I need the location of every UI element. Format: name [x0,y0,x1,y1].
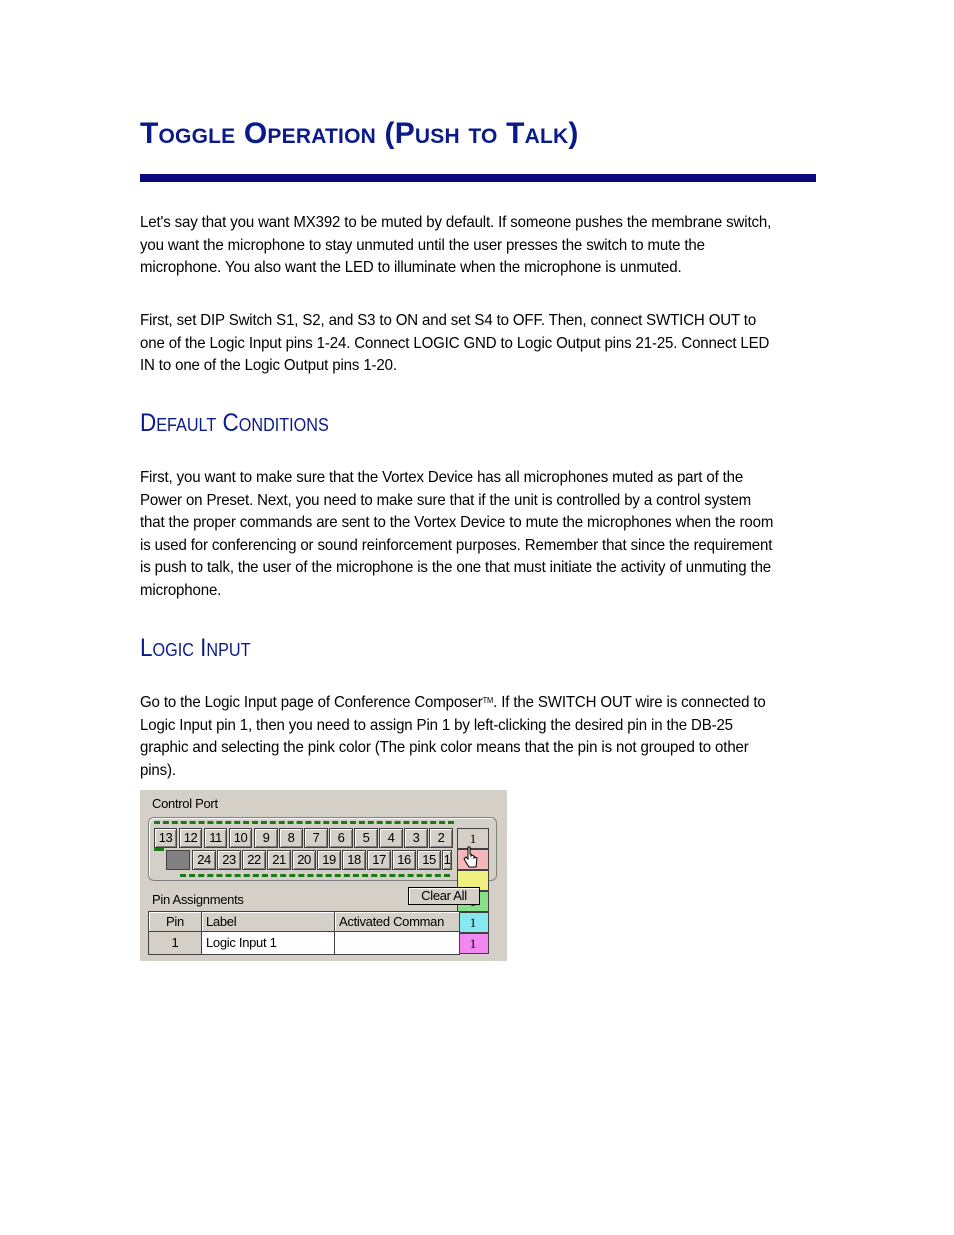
dashed-line-mid [154,848,164,851]
heading-default-conditions: Default Conditions [140,409,329,437]
pin-20[interactable]: 20 [292,850,316,870]
pin-18[interactable]: 18 [342,850,366,870]
column-header-label[interactable]: Label [201,911,337,932]
pin-11[interactable]: 11 [204,828,227,848]
dashed-line-top [154,821,454,824]
pin-6[interactable]: 6 [329,828,353,848]
pin-3[interactable]: 3 [404,828,428,848]
table-cell-label[interactable]: Logic Input 1 [201,931,337,955]
pin-10[interactable]: 10 [229,828,252,848]
table-cell-command[interactable] [334,931,460,955]
control-port-label: Control Port [152,796,218,811]
pin-9[interactable]: 9 [254,828,278,848]
default-conditions-paragraph: First, you want to make sure that the Vortex Device has all microphones muted as part of the Power on Preset. Next, you need to make sure that if the unit is controlled by a control system that the proper commands are sent to the Vortex Device to mute the microphones when the room is used for conferencing or sound reinforcement purposes. Remember that since the requirement is push to talk, the user of the microphone is the one that must initiate the activity of unmuting the microphone. [140,469,774,599]
pin-15[interactable]: 15 [417,850,441,870]
pin-1[interactable]: 1 [442,850,452,870]
control-port-screenshot [140,790,507,961]
pin-assignments-label: Pin Assignments [152,892,244,907]
clear-all-button[interactable]: Clear All [408,887,480,905]
pin-4[interactable]: 4 [379,828,403,848]
page-title: Toggle Operation (Push to Talk) [140,117,579,150]
pin-23[interactable]: 23 [217,850,241,870]
column-header-command[interactable]: Activated Comman [334,911,460,932]
color-swatch[interactable]: 1 [457,912,489,933]
pin-8[interactable]: 8 [279,828,303,848]
pin-5[interactable]: 5 [354,828,378,848]
table-cell-pin[interactable]: 1 [148,931,202,955]
color-swatch[interactable]: 1 [457,828,489,849]
intro-paragraph-2: First, set DIP Switch S1, S2, and S3 to ON and set S4 to OFF. Then, connect SWTICH OUT to one of the Logic Input pins 1-24. Connect LOGIC GND to Logic Output pins 21-25. Connect LED IN to one of the Logic Output pins 1-20. [140,312,770,375]
pin-19[interactable]: 19 [317,850,341,870]
pin-24[interactable]: 24 [192,850,216,870]
pin-12[interactable]: 12 [179,828,202,848]
color-swatch[interactable]: 1 [457,933,489,954]
intro-paragraph-1: Let's say that you want MX392 to be muted by default. If someone pushes the membrane switch, you want the microphone to stay unmuted until the user presses the switch to mute the microphone. You also want the LED to illuminate when the microphone is unmuted. [140,214,772,277]
dashed-line-bottom [180,874,450,877]
hand-cursor-icon [463,846,479,870]
title-rule [140,174,816,182]
pin-2[interactable]: 2 [429,828,453,848]
logic-text-2: . If the SWITCH OUT wire is connected to Logic Input pin 1, then you need to assign Pin 1 by left-clicking the desired pin in the DB-25 graphic and selecting the pink color (The pink color means that the pin is not grouped to other pins). [140,694,766,779]
column-header-pin[interactable]: Pin [148,911,202,932]
pin-13[interactable]: 13 [154,828,177,848]
pin-22[interactable]: 22 [242,850,266,870]
trademark-mark: TM [482,696,494,705]
pin-21[interactable]: 21 [267,850,291,870]
dark-pin [166,850,190,870]
logic-text-1: Go to the Logic Input page of Conference Composer [140,694,483,711]
logic-input-paragraph [140,692,779,782]
pin-7[interactable]: 7 [304,828,328,848]
pin-17[interactable]: 17 [367,850,391,870]
pin-16[interactable]: 16 [392,850,416,870]
control-port-frame [148,817,497,881]
heading-logic-input: Logic Input [140,634,251,662]
